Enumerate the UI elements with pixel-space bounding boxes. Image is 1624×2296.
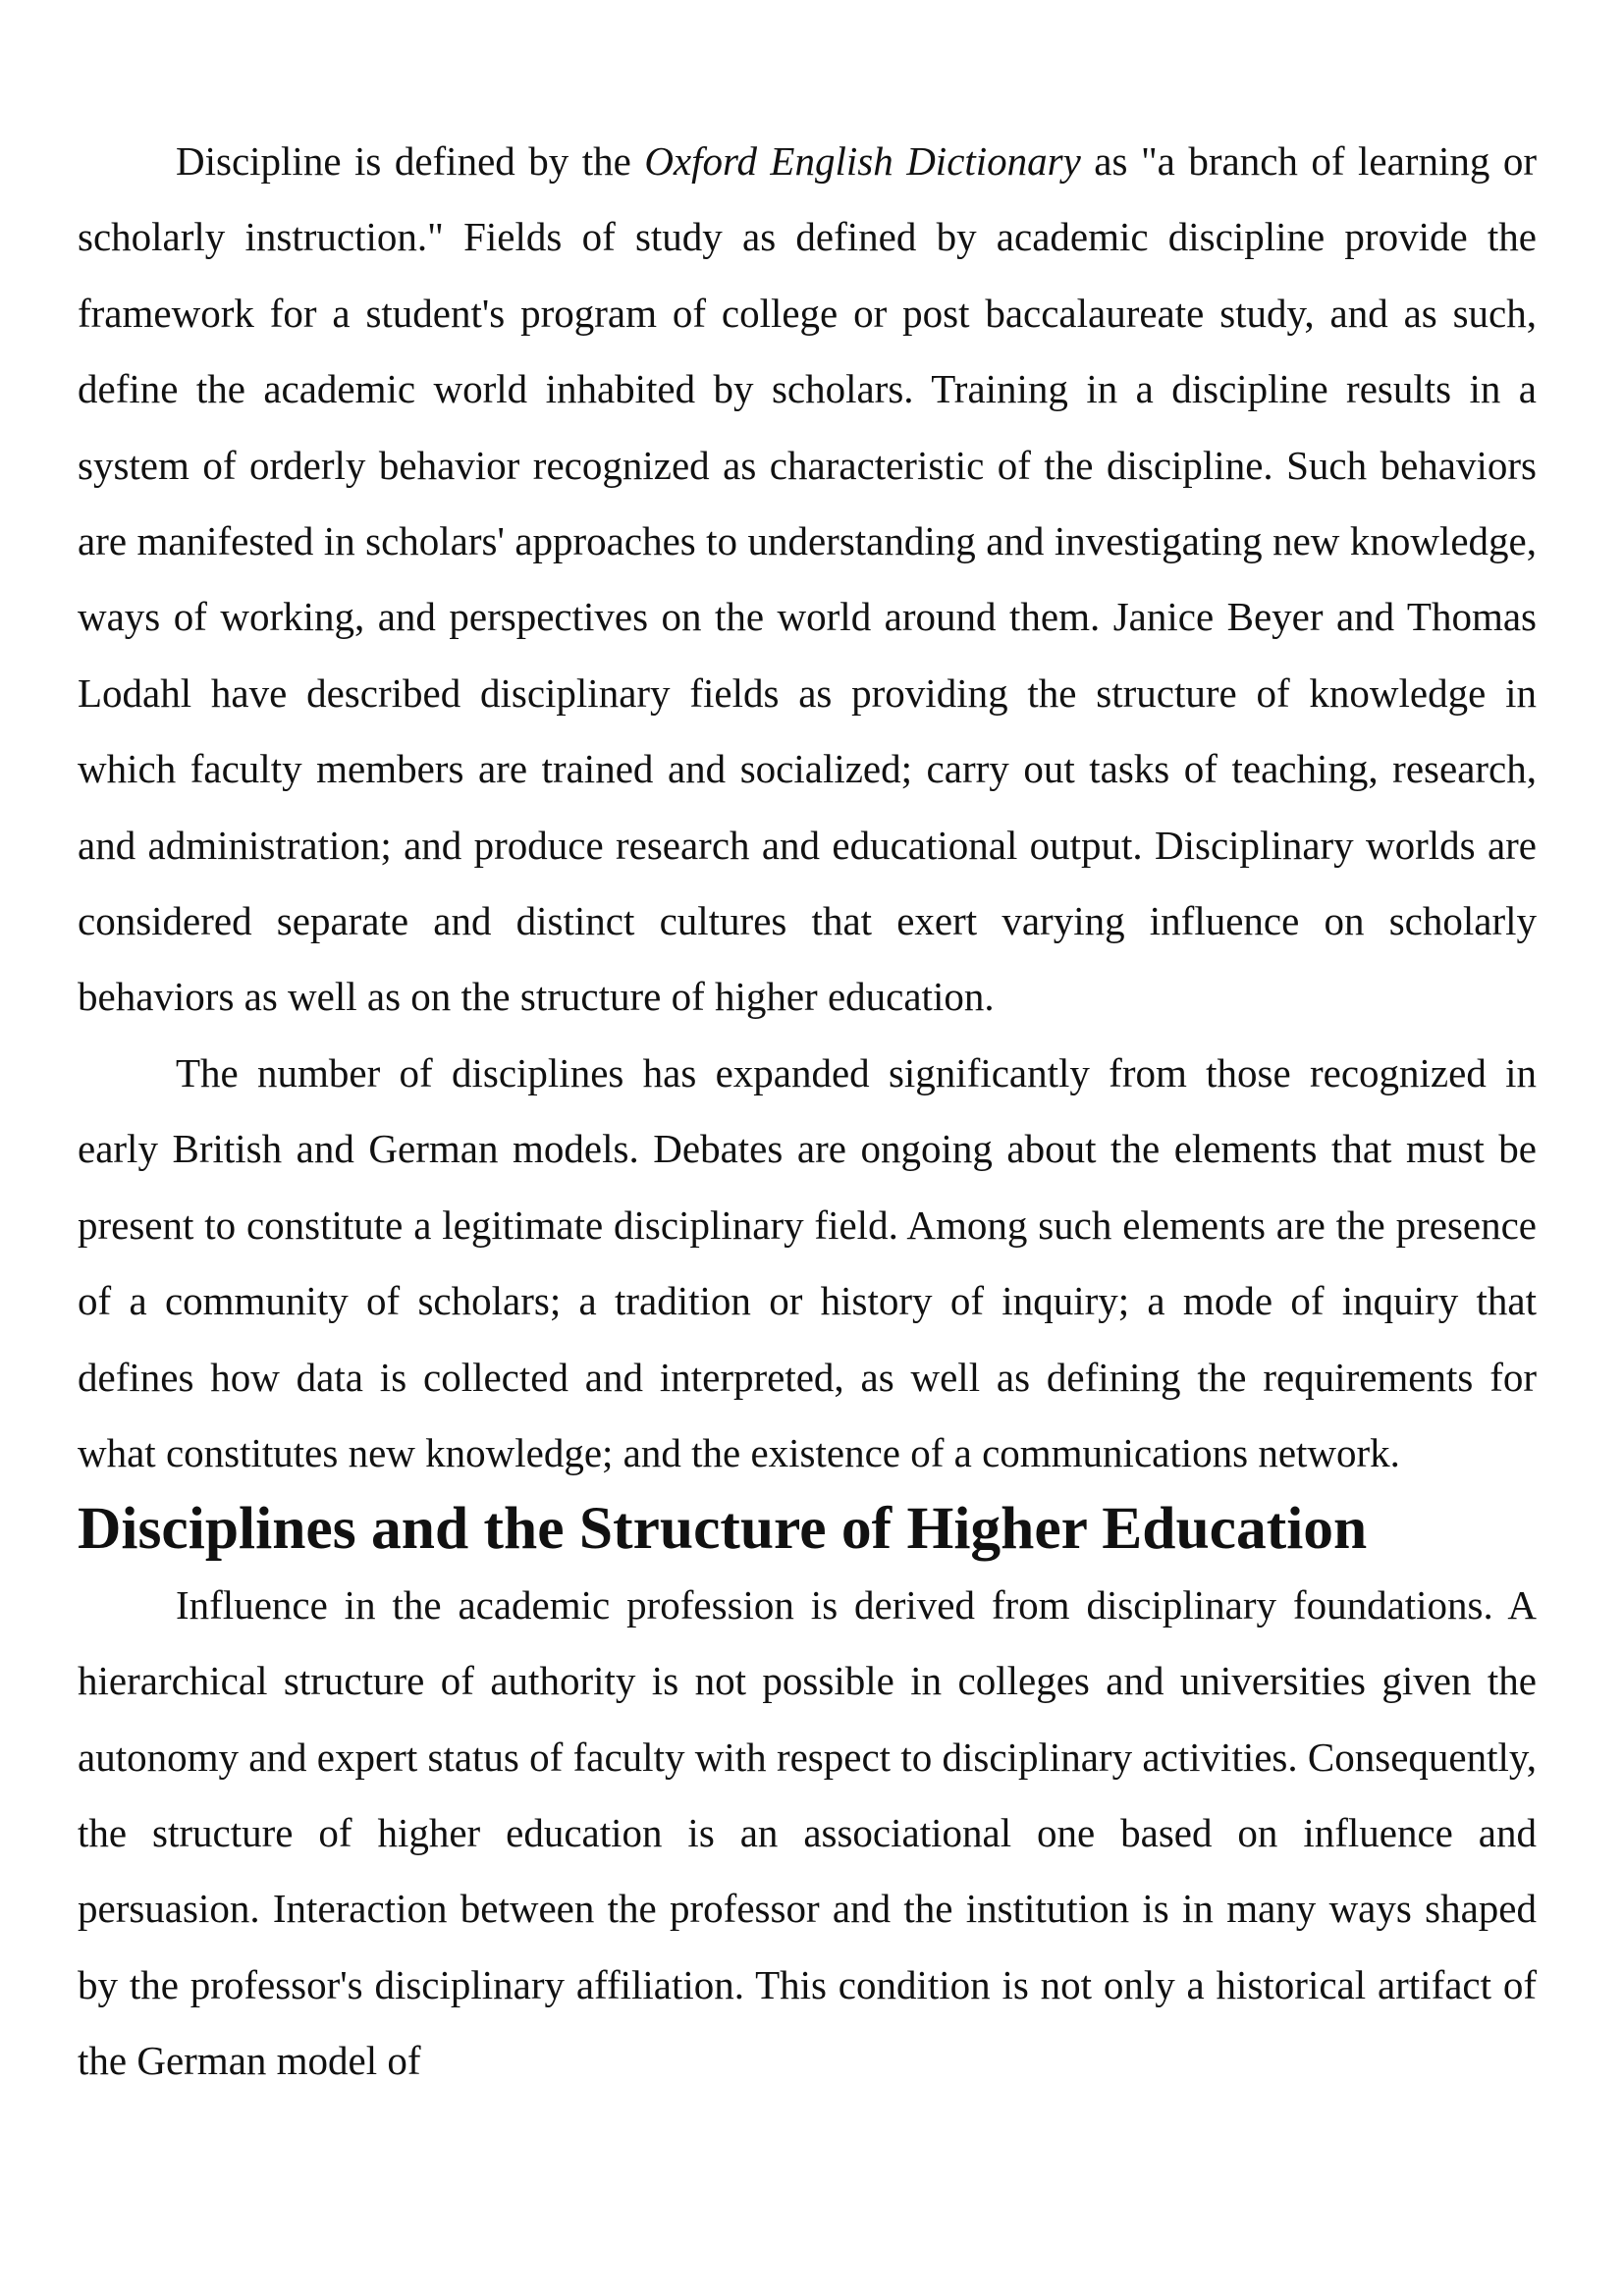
- paragraph-1-lead: Discipline is defined by the: [176, 138, 645, 184]
- section-heading: Disciplines and the Structure of Higher Education: [78, 1495, 1368, 1563]
- paragraph-1-body: as "a branch of learning or scholarly instruction." Fields of study as defined by academic discipline provide the framework for a student's program of college or post baccalaureate study, and as such, define the academic world inhabited by scholars. Training in a discipline results in a system of orderly behavior recognized as characteristic of the discipline. Such behaviors are manifested in scholars' approaches to understanding and investigating new knowledge, ways of working, and perspectives on the world around them. Janice Beyer and Thomas Lodahl have described disciplinary fields as providing the structure of knowledge in which faculty members are trained and socialized; carry out tasks of teaching, research, and administration; and produce research and educational output. Disciplinary worlds are considered separate and distinct cultures that exert varying influence on scholarly behaviors as well as on the structure of higher education.: [78, 138, 1537, 1020]
- paragraph-discipline-definition: [78, 124, 1537, 1036]
- paragraph-number-of-disciplines: The number of disciplines has expanded significantly from those recognized in early British and German models. Debates are ongoing about the elements that must be present to constitute a legitimate disciplinary field. Among such elements are the presence of a community of scholars; a tradition or history of inquiry; a mode of inquiry that defines how data is collected and interpreted, as well as defining the requirements for what constitutes new knowledge; and the existence of a communications network.: [78, 1049, 1537, 1475]
- document-page: [78, 124, 1537, 2100]
- paragraph-influence: Influence in the academic profession is derived from disciplinary foundations. A hierarchical structure of authority is not possible in colleges and universities given the autonomy and expert status of faculty with respect to disciplinary activities. Consequently, the structure of higher education is an associational one based on influence and persuasion. Interaction between the professor and the institution is in many ways shaped by the professor's disciplinary affiliation. This condition is not only a historical artifact of the German model of: [78, 1581, 1537, 2084]
- dictionary-title: Oxford English Dictionary: [644, 138, 1081, 184]
